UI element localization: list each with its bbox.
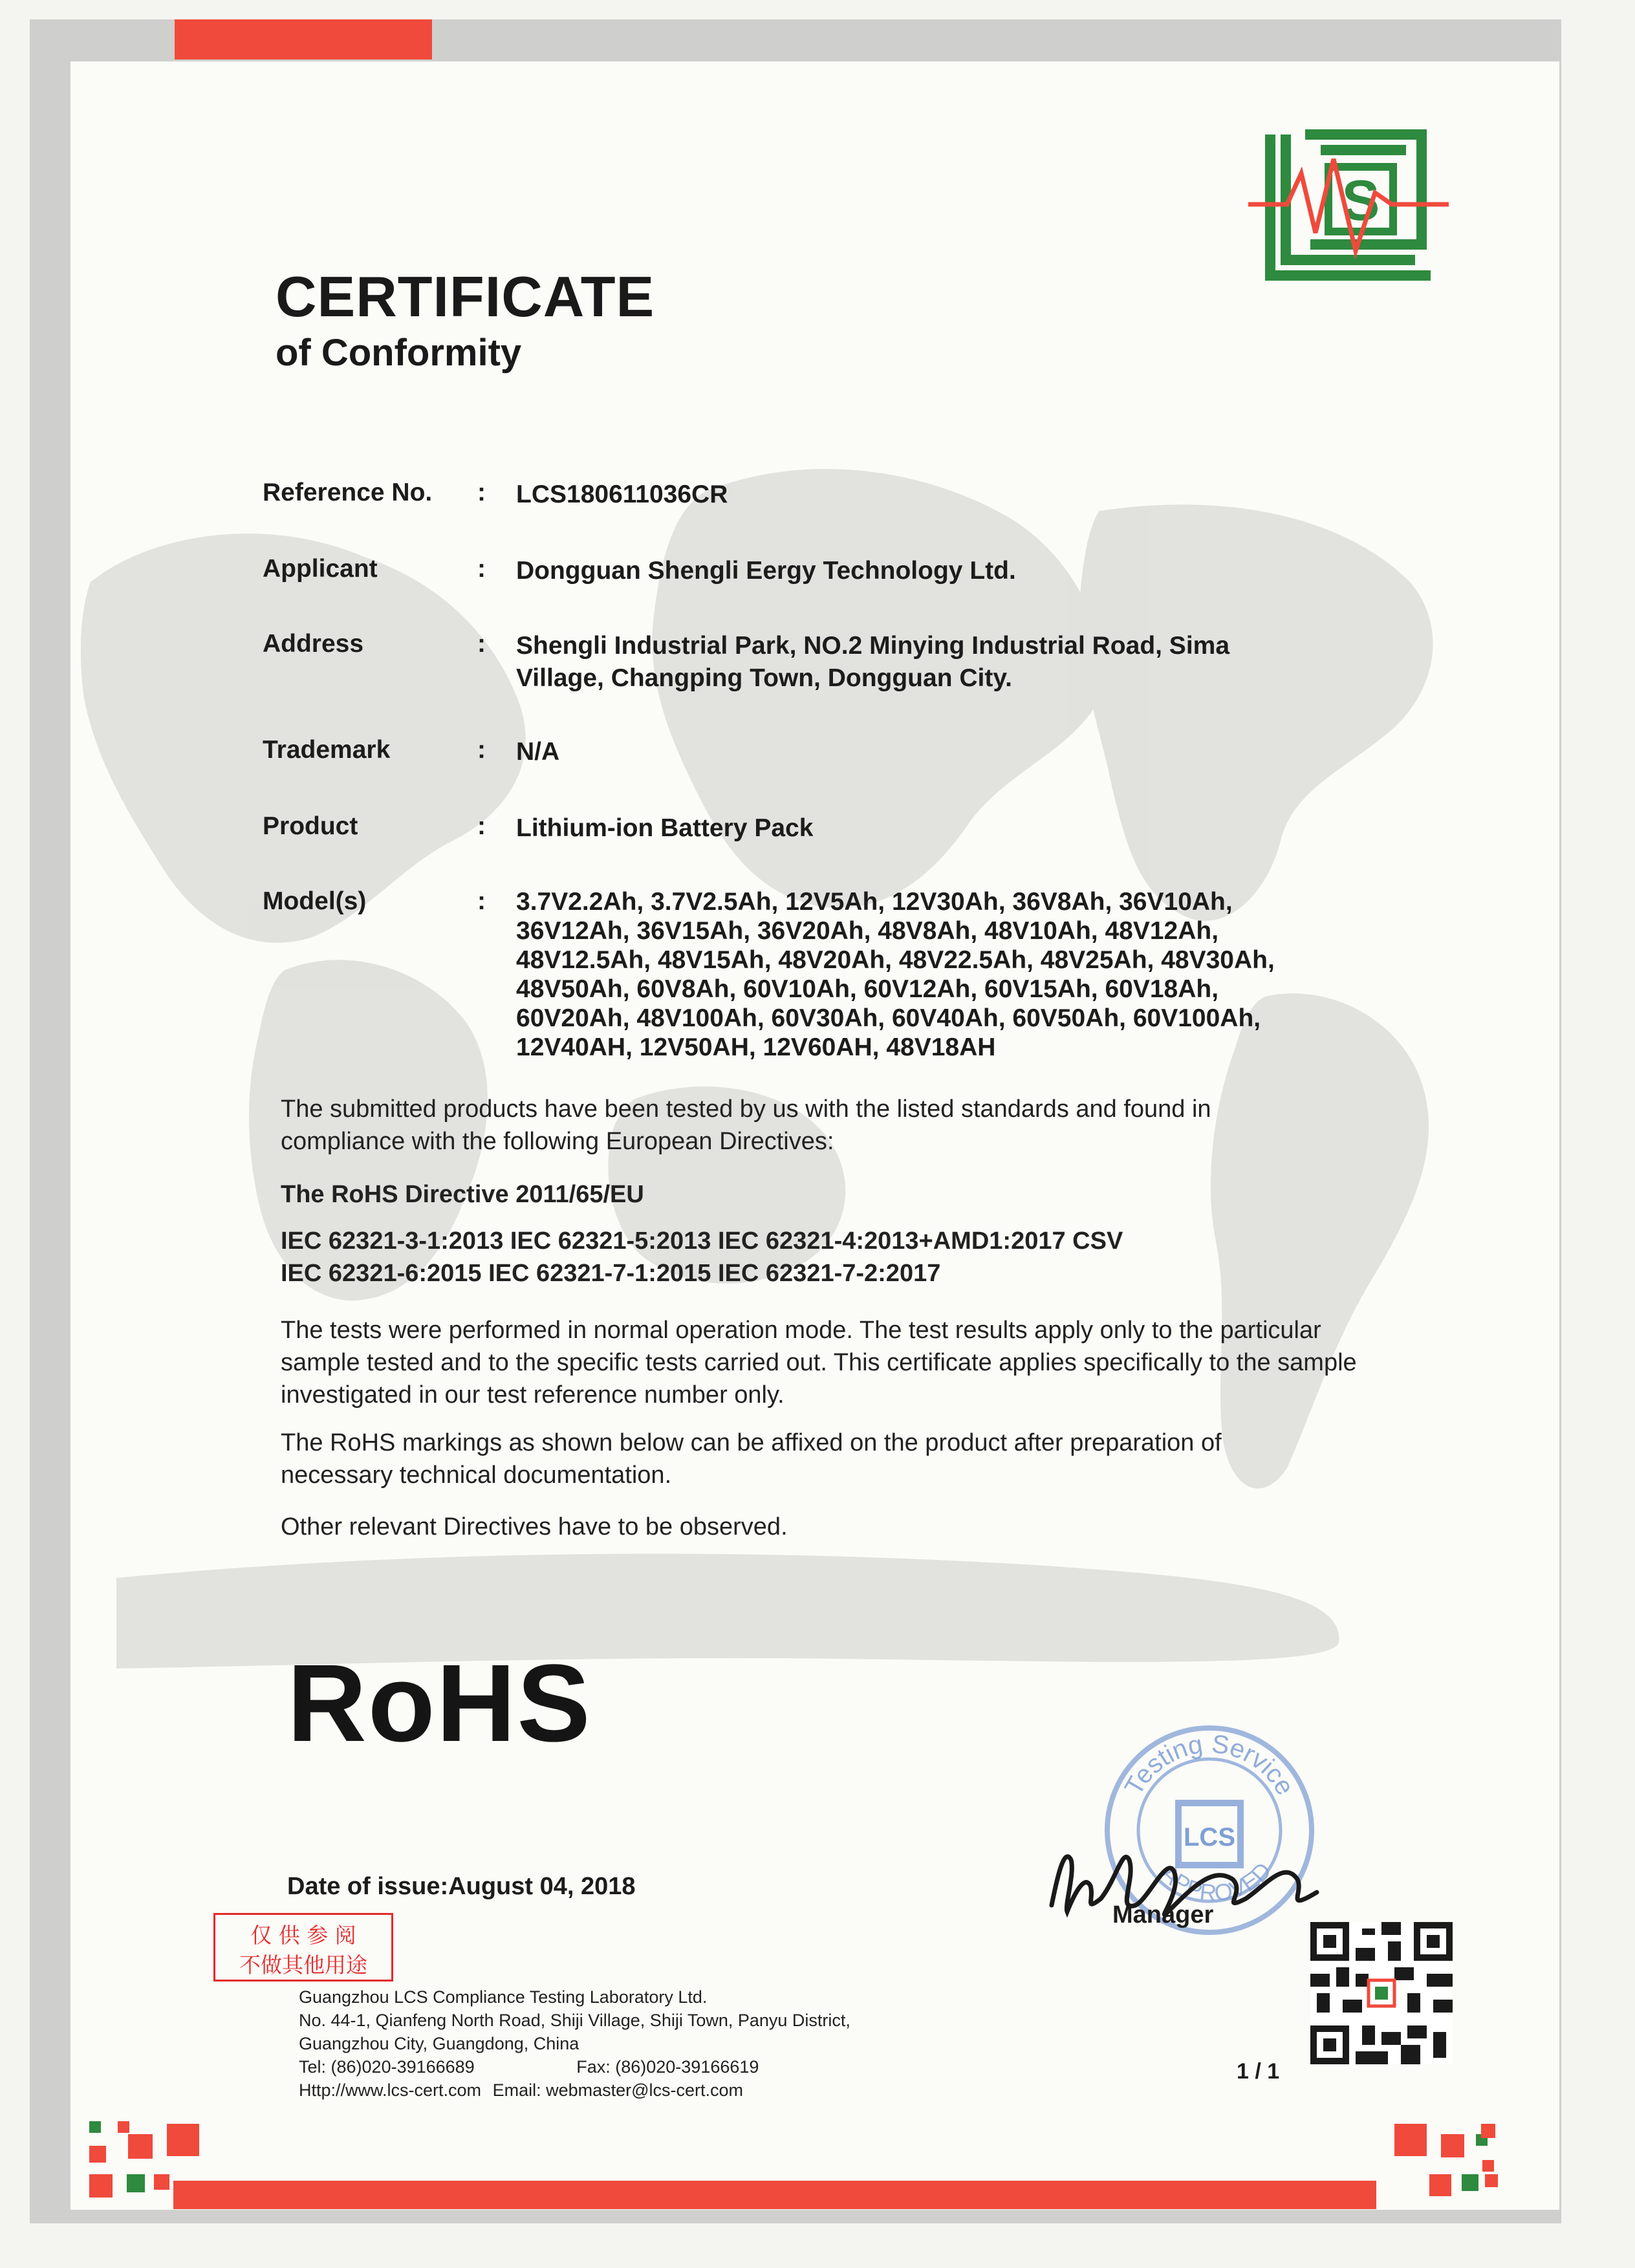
field-colon: : xyxy=(477,479,486,506)
field-label: Reference No. xyxy=(263,479,433,506)
rohs-mark: RoHS xyxy=(287,1642,592,1765)
certificate-title: CERTIFICATE xyxy=(276,265,655,329)
field-colon: : xyxy=(477,812,486,840)
compliance-statement: The submitted products have been tested by us with the listed standards and found in compliance with the following European Directives: xyxy=(281,1096,1211,1155)
other-directives-note: Other relevant Directives have to be observed. xyxy=(281,1513,788,1540)
lab-contact-footer xyxy=(299,1985,850,2102)
svg-text:S: S xyxy=(1341,168,1380,232)
markings-note: The RoHS markings as shown below can be affixed on the product after preparation of necessary technical documentation. xyxy=(281,1429,1222,1489)
field-value: N/A xyxy=(516,738,560,766)
field-label: Applicant xyxy=(263,555,378,583)
directive-name: The RoHS Directive 2011/65/EU xyxy=(281,1181,644,1208)
field-value: Shengli Industrial Park, NO.2 Minying Industrial Road, Sima Village, Changping Town, Dongguan City. xyxy=(516,632,1230,692)
lab-address-line-2: Guangzhou City, Guangdong, China xyxy=(299,2034,579,2053)
stamp-line-1: 仅 供 参 阅 xyxy=(250,1923,356,1948)
qr-code-icon xyxy=(1310,1922,1453,2064)
certificate-subtitle: of Conformity xyxy=(276,332,522,374)
field-value: Lithium-ion Battery Pack xyxy=(516,814,814,842)
svg-text:APPROVED: APPROVED xyxy=(1156,1857,1277,1906)
field-colon: : xyxy=(477,555,486,583)
date-of-issue: Date of issue:August 04, 2018 xyxy=(287,1873,636,1900)
page-number: 1 / 1 xyxy=(1237,2059,1280,2084)
lab-phone-fax xyxy=(299,2055,850,2079)
standards-line-2: IEC 62321-6:2015 IEC 62321-7-1:2015 IEC 62321-7-2:2017 xyxy=(281,1260,941,1287)
field-value: Dongguan Shengli Eergy Technology Ltd. xyxy=(516,557,1016,585)
tests-note: The tests were performed in normal operation mode. The test results apply only to the particular sample tested and to the specific tests carried out. This certificate applies specifically to the sample investigated in our test reference number only. xyxy=(281,1317,1357,1409)
field-colon: : xyxy=(477,630,486,658)
svg-text:Testing Service: Testing Service xyxy=(1119,1729,1300,1800)
lab-address-line-1: No. 44-1, Qianfeng North Road, Shiji Village, Shiji Town, Panyu District, xyxy=(299,2011,850,2030)
field-value: LCS180611036CR xyxy=(516,481,728,508)
lab-web-email xyxy=(299,2079,850,2102)
field-label: Product xyxy=(263,812,358,840)
field-label: Address xyxy=(263,630,364,658)
lab-name: Guangzhou LCS Compliance Testing Laboratory Ltd. xyxy=(299,1987,708,2007)
field-colon: : xyxy=(477,887,486,915)
lab-email-link[interactable]: Email: webmaster@lcs-cert.com xyxy=(492,2080,744,2100)
stamp-line-2: 不做其他用途 xyxy=(239,1952,367,1978)
reference-only-stamp xyxy=(213,1913,393,1982)
lcs-logo-icon xyxy=(1248,128,1449,283)
standards-line-1: IEC 62321-3-1:2013 IEC 62321-5:2013 IEC 62321-4:2013+AMD1:2017 CSV xyxy=(281,1227,1123,1255)
manager-title: Manager xyxy=(1112,1901,1214,1928)
svg-text:LCS: LCS xyxy=(1184,1823,1235,1852)
field-value: 3.7V2.2Ah, 3.7V2.5Ah, 12V5Ah, 12V30Ah, 36V8Ah, 36V10Ah, 36V12Ah, 36V15Ah, 36V20Ah, 48V8Ah, 48V10Ah, 48V12Ah, 48V12.5Ah, 48V15Ah, 48V20Ah, 48V22.5Ah, 48V25Ah, 48V30Ah, 48V50Ah, 60V8Ah, 60V10Ah, 60V12Ah, 60V15Ah, 60V18Ah, 60V20Ah, 48V100Ah, 60V30Ah, 60V40Ah, 60V50Ah, 60V100Ah, 12V40AH, 12V50AH, 12V60AH, 48V18AH xyxy=(516,888,1275,1061)
lab-tel: Tel: (86)020-39166689 xyxy=(299,2057,475,2077)
lab-website-link[interactable]: Http://www.lcs-cert.com xyxy=(299,2080,482,2100)
lab-fax: Fax: (86)020-39166619 xyxy=(576,2057,759,2077)
field-label: Trademark xyxy=(263,736,391,764)
field-label: Model(s) xyxy=(263,887,367,915)
field-colon: : xyxy=(477,736,486,764)
